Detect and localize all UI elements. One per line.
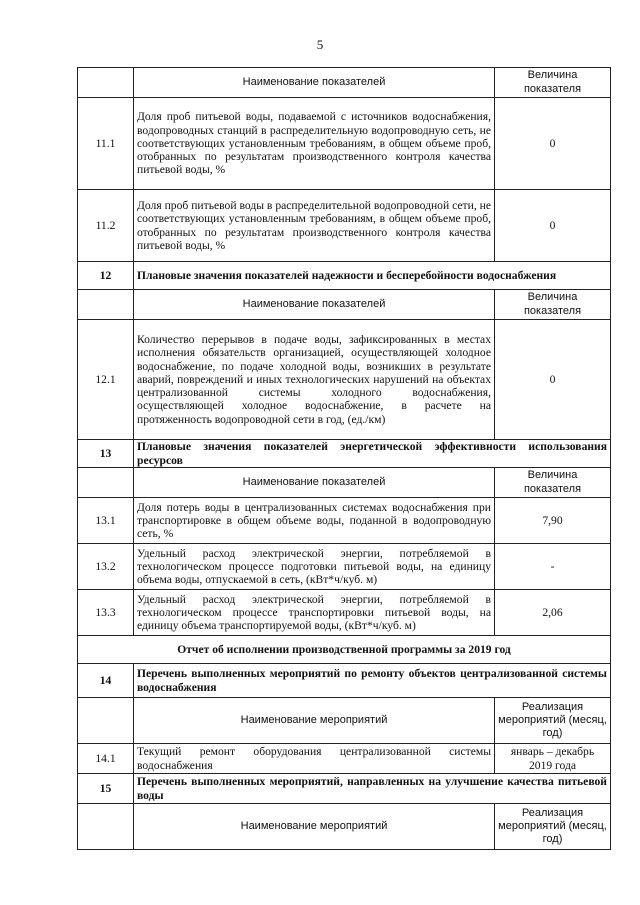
header-measure-period: Реализация мероприятий (месяц, год) xyxy=(495,804,611,850)
row-description: Доля проб питьевой воды, подаваемой с источников водоснабжения, водопроводных станций в распределительную водопроводную сеть, не соответствующих установленным требованиям, в общем объеме проб, отобранных по результатам производственного контроля качества питьевой воды, % xyxy=(134,98,495,190)
header-indicator-value: Величина показателя xyxy=(495,468,611,498)
row-description: Количество перерывов в подаче воды, зафиксированных в местах исполнения обязательств организацией, осуществляющей холодное водоснабжение, по подаче холодной воды, возникших в результате аварий, повреждений и иных технологических нарушений на объектах централизованной системы холодного водоснабжения, осуществляющей холодное водоснабжение, в расчете на протяженность водопроводной сети в год, (ед./км) xyxy=(134,320,495,440)
section-title: Плановые значения показателей надежности и бесперебойности водоснабжения xyxy=(134,262,611,290)
row-value: 2,06 xyxy=(495,590,611,636)
table-header-row xyxy=(78,290,611,320)
row-value: январь – декабрь 2019 года xyxy=(495,744,611,774)
section-number: 12 xyxy=(78,262,134,290)
header-measure-name: Наименование мероприятий xyxy=(134,698,495,744)
table-row xyxy=(78,498,611,544)
section-number: 14 xyxy=(78,664,134,698)
table-row xyxy=(78,320,611,440)
table-header-row xyxy=(78,698,611,744)
header-indicator-value: Величина показателя xyxy=(495,290,611,320)
table-row xyxy=(78,590,611,636)
row-description: Удельный расход электрической энергии, потребляемой в технологическом процессе подготовки питьевой воды, на единицу объема воды, отпускаемой в сеть, (кВт*ч/куб. м) xyxy=(134,544,495,590)
page-number: 5 xyxy=(316,37,324,52)
row-number: 11.2 xyxy=(78,190,134,262)
report-title: Отчет об исполнении производственной программы за 2019 год xyxy=(78,636,611,664)
section-number: 15 xyxy=(78,774,134,804)
table-row xyxy=(78,98,611,190)
report-title-row xyxy=(78,636,611,664)
row-number: 13.3 xyxy=(78,590,134,636)
header-measure-period: Реализация мероприятий (месяц, год) xyxy=(495,698,611,744)
section-number: 13 xyxy=(78,440,134,468)
section-row xyxy=(78,664,611,698)
header-indicator-name: Наименование показателей xyxy=(134,68,495,98)
row-description: Доля проб питьевой воды в распределительной водопроводной сети, не соответствующих установленным требованиям, в общем объеме проб, отобранных по результатам производственного контроля качества питьевой воды, % xyxy=(134,190,495,262)
table-header-row xyxy=(78,468,611,498)
section-row xyxy=(78,440,611,468)
section-title: Плановые значения показателей энергетической эффективности использования ресурсов xyxy=(134,440,611,468)
header-indicator-value: Величина показателя xyxy=(495,68,611,98)
section-row xyxy=(78,262,611,290)
section-title: Перечень выполненных мероприятий по ремонту объектов централизованной системы водоснабжения xyxy=(134,664,611,698)
table-row xyxy=(78,744,611,774)
row-description: Доля потерь воды в централизованных системах водоснабжения при транспортировке в общем объеме воды, поданной в водопроводную сеть, % xyxy=(134,498,495,544)
row-number: 14.1 xyxy=(78,744,134,774)
row-number: 12.1 xyxy=(78,320,134,440)
indicators-table xyxy=(77,67,611,850)
row-number: 11.1 xyxy=(78,98,134,190)
row-value: 0 xyxy=(495,190,611,262)
row-number: 13.1 xyxy=(78,498,134,544)
header-measure-name: Наименование мероприятий xyxy=(134,804,495,850)
row-description: Текущий ремонт оборудования централизованной системы водоснабжения xyxy=(134,744,495,774)
row-description: Удельный расход электрической энергии, потребляемой в технологическом процессе транспортировки питьевой воды, на единицу объема транспортируемой воды, (кВт*ч/куб. м) xyxy=(134,590,495,636)
section-row xyxy=(78,774,611,804)
table-header-row xyxy=(78,804,611,850)
header-indicator-name: Наименование показателей xyxy=(134,468,495,498)
row-number: 13.2 xyxy=(78,544,134,590)
row-value: - xyxy=(495,544,611,590)
table-header-row xyxy=(78,68,611,98)
row-value: 7,90 xyxy=(495,498,611,544)
table-row xyxy=(78,190,611,262)
table-row xyxy=(78,544,611,590)
row-value: 0 xyxy=(495,98,611,190)
row-value: 0 xyxy=(495,320,611,440)
header-indicator-name: Наименование показателей xyxy=(134,290,495,320)
section-title: Перечень выполненных мероприятий, направленных на улучшение качества питьевой воды xyxy=(134,774,611,804)
